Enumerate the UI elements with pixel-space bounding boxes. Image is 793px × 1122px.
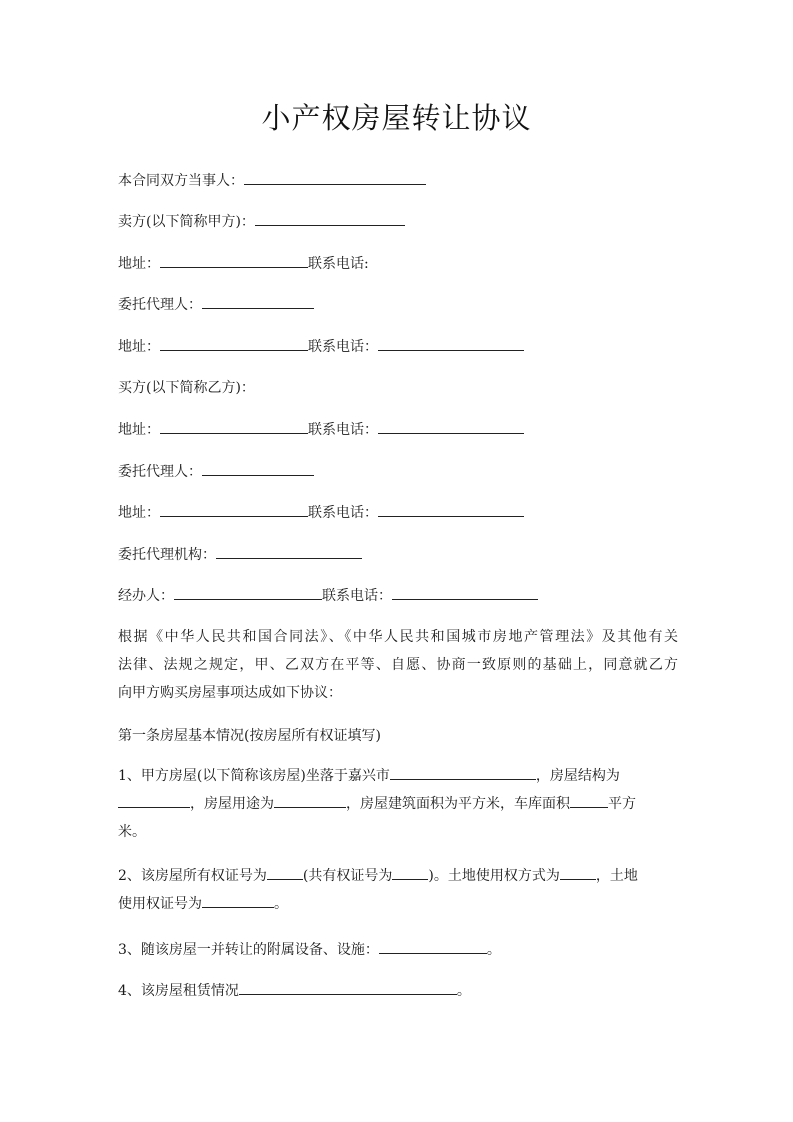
buyer-agent-row [118,461,314,482]
article1-heading: 第一条房屋基本情况(按房屋所有权证填写) [118,728,381,744]
item3-facilities-blank[interactable] [379,939,487,954]
article1-item1 [118,762,678,846]
seller-address-row [118,253,369,274]
buyer-phone-label: 联系电话： [308,422,378,438]
item2-text-c: )。土地使用权方式为 [428,868,560,884]
preamble-line-3: 向甲方购买房屋事项达成如下协议： [118,685,342,701]
seller-agent-blank[interactable] [202,294,314,309]
document-title: 小产权房屋转让协议 [261,101,532,135]
item2-text-b: (共有权证号为 [302,868,393,884]
seller-agent-address-blank[interactable] [160,336,308,351]
article1-item4 [118,980,471,1001]
buyer-agent-address-row [118,502,524,523]
handler-row [118,585,538,606]
item3-text-a: 3、随该房屋一并转让的附属设备、设施： [118,942,379,958]
item1-garage-blank[interactable] [570,793,608,808]
item1-usage-blank[interactable] [274,793,346,808]
seller-row [118,211,405,232]
item1-text-d: ，房屋建筑面积为平方米，车库面积 [346,796,570,812]
seller-agent-address-label: 地址： [118,339,160,355]
item2-text-e: 使用权证号为 [118,896,202,912]
item2-line-2 [118,890,678,918]
item1-location-blank[interactable] [390,765,536,780]
parties-blank[interactable] [244,170,426,185]
article1-item2 [118,862,678,918]
handler-blank[interactable] [174,585,322,600]
seller-agent-phone-blank[interactable] [378,336,524,351]
buyer-address-blank[interactable] [160,419,308,434]
agency-row [118,544,362,565]
seller-agent-row [118,294,314,315]
item4-text-a: 4、该房屋租赁情况 [118,983,239,999]
item1-line-2 [118,790,678,818]
buyer-label: 买方(以下简称乙方)： [118,380,255,396]
item1-structure-blank[interactable] [118,793,190,808]
item3-text-b: 。 [486,942,501,958]
seller-agent-label: 委托代理人： [118,297,202,313]
item2-land-cert-blank[interactable] [202,893,274,908]
seller-phone-label: 联系电话: [308,256,369,272]
buyer-agent-label: 委托代理人： [118,464,202,480]
preamble-line-1: 根据《中华人民共和国合同法》、《中华人民共和国城市房地产管理法》及其他有关 [118,629,678,645]
buyer-phone-blank[interactable] [378,419,524,434]
item2-line-1 [118,862,678,890]
seller-label: 卖方(以下简称甲方)： [118,214,255,230]
buyer-address-label: 地址： [118,422,160,438]
item1-line-3: 米。 [118,824,146,840]
buyer-agent-address-label: 地址： [118,505,160,521]
preamble-line-2: 法律、法规之规定，甲、乙双方在平等、自愿、协商一致原则的基础上，同意就乙方 [118,657,678,673]
article1-item3 [118,939,501,960]
item4-text-b: 。 [456,983,471,999]
item1-text-e: 平方 [608,796,636,812]
handler-phone-label: 联系电话： [322,588,392,604]
buyer-agent-phone-blank[interactable] [378,502,524,517]
buyer-agent-blank[interactable] [202,461,314,476]
buyer-agent-address-blank[interactable] [160,502,308,517]
parties-intro-label: 本合同双方当事人： [118,173,244,189]
buyer-address-row [118,419,524,440]
seller-blank[interactable] [255,211,405,226]
item2-land-mode-blank[interactable] [560,865,596,880]
parties-intro [118,170,426,191]
item2-shared-cert-blank[interactable] [392,865,428,880]
item2-text-a: 2、该房屋所有权证号为 [118,868,267,884]
seller-address-blank[interactable] [160,253,308,268]
buyer-agent-phone-label: 联系电话： [308,505,378,521]
item1-text-c: ，房屋用途为 [190,796,274,812]
seller-agent-address-row [118,336,524,357]
preamble-paragraph [118,623,678,707]
seller-address-label: 地址： [118,256,160,272]
item1-line-1 [118,762,678,790]
buyer-row [118,378,255,398]
handler-label: 经办人： [118,588,174,604]
item1-text-a: 1、甲方房屋(以下简称该房屋)坐落于嘉兴市 [118,768,390,784]
item4-lease-blank[interactable] [239,980,457,995]
agency-blank[interactable] [216,544,362,559]
seller-agent-phone-label: 联系电话： [308,339,378,355]
handler-phone-blank[interactable] [392,585,538,600]
item2-cert-blank[interactable] [267,865,303,880]
item2-text-d: ，土地 [595,868,638,884]
agency-label: 委托代理机构： [118,547,216,563]
item2-text-f: 。 [274,896,288,912]
item1-text-b: ，房屋结构为 [535,768,620,784]
